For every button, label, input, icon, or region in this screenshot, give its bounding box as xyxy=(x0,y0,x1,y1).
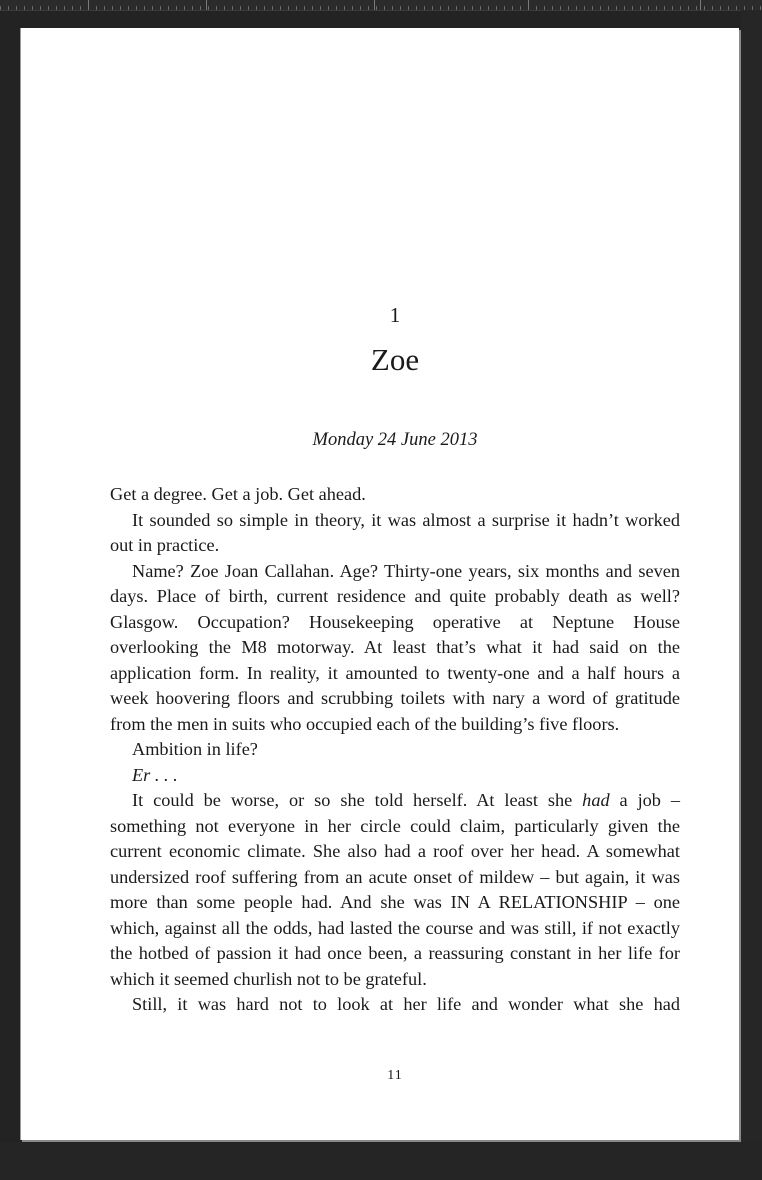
chapter-date: Monday 24 June 2013 xyxy=(312,430,478,450)
right-scrollbar-area[interactable] xyxy=(741,10,762,1142)
ruler-tick xyxy=(88,0,89,10)
paragraph xyxy=(110,559,680,738)
chapter-title: Zoe xyxy=(370,342,420,377)
paragraph xyxy=(110,788,680,992)
text-run: a job – something not everyone in her circle could claim, particularly given the current economic climate. She also had a roof over her head. A somewhat undersized roof suffering from an acute onset of mildew – but again, it was more than some people had. And she was IN A RELATIONSHIP – one which, against all the odds, had lasted the course and was still, if not exactly the hotbed of passion it had once been, a reassuring constant in her life for which it seemed churlish not to be grateful. xyxy=(110,790,680,989)
top-ruler xyxy=(0,0,762,11)
text-run: Name? Zoe Joan Callahan. Age? Thirty-one years, six months and seven days. Place of birth, current residence and quite probably death as well? Glasgow. Occupation? Housekeeping operative at Neptune House overlooking the M8 motorway. At least that’s what it had said on the application form. In reality, it amounted to twenty-one and a half hours a week hoovering floors and scrubbing toilets with nary a word of gratitude from the men in suits who occupied each of the building’s five floors. xyxy=(110,560,680,734)
ruler-tick xyxy=(374,0,375,10)
paragraph xyxy=(110,763,680,789)
ruler-tick xyxy=(206,0,207,10)
italic-text: had xyxy=(582,790,610,810)
ruler-tick xyxy=(700,0,701,10)
page-number: 11 xyxy=(387,1068,403,1083)
paragraph xyxy=(110,737,680,763)
bottom-bar xyxy=(0,1142,762,1180)
ruler-tick xyxy=(528,0,529,10)
text-run: It could be worse, or so she told herself. At least she xyxy=(132,790,583,810)
text-run: Ambition in life? xyxy=(132,739,258,759)
chapter-number: 1 xyxy=(389,303,401,327)
italic-text: Er . . . xyxy=(132,764,178,785)
paragraph xyxy=(110,508,680,559)
book-page xyxy=(20,28,739,1140)
text-run: It sounded so simple in theory, it was almost a surprise it hadn’t worked out in practice. xyxy=(110,509,680,555)
body-text xyxy=(110,482,680,1018)
text-run: Still, it was hard not to look at her life and wonder what she had xyxy=(132,994,680,1014)
paragraph xyxy=(110,482,680,508)
paragraph xyxy=(110,992,680,1018)
text-run: Get a degree. Get a job. Get ahead. xyxy=(110,484,366,504)
